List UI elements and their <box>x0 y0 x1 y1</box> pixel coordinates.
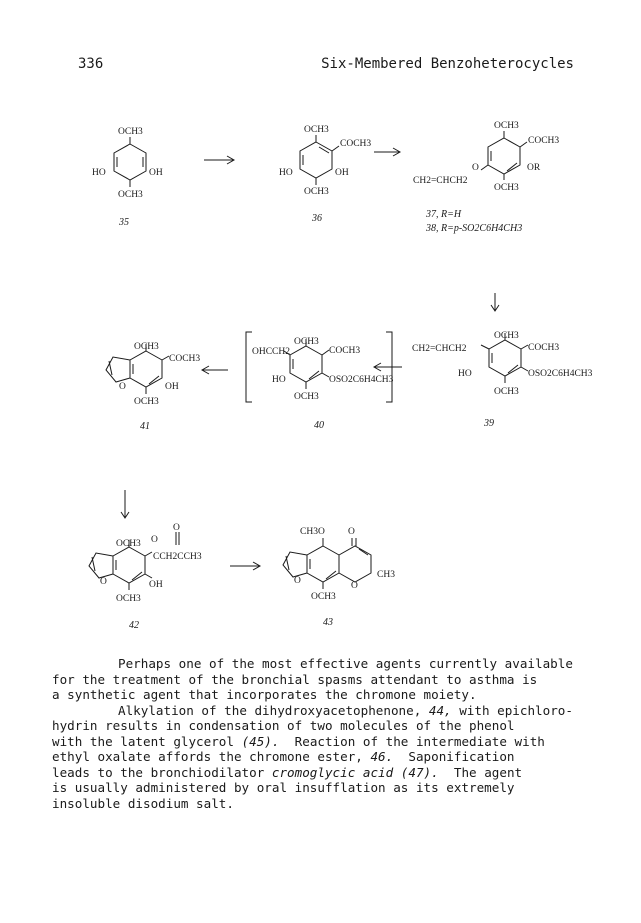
paragraph-2-text-c: Reaction of the intermediate with ethyl oxalate affords the chromone ester, <box>52 733 545 764</box>
c36-right-sub: OH <box>335 168 349 178</box>
c40-top-sub: OCH3 <box>294 337 319 347</box>
compound-40 <box>252 337 394 431</box>
c37-or-sub: OR <box>527 163 541 173</box>
c43-bottom-sub: OCH3 <box>311 592 336 602</box>
paragraph-2 <box>52 703 592 812</box>
c43-ring-o-sub: O <box>351 581 358 591</box>
compound-36 <box>279 125 371 224</box>
compound-39-number: 39 <box>484 418 494 429</box>
c35-top-sub: OCH3 <box>118 127 143 137</box>
c42-o2-sub: O <box>173 523 180 533</box>
compound-42-number: 42 <box>129 620 139 631</box>
compound-36-ring <box>300 135 339 185</box>
paragraph-2-text-e: The agent is usually administered by oral insufflation as its extremely insoluble disodium salt. <box>52 764 523 811</box>
c40-ho-sub: HO <box>272 375 286 385</box>
c42-oh-sub: OH <box>149 580 163 590</box>
c43-o-top-sub: O <box>348 527 355 537</box>
compound-43-number: 43 <box>323 617 333 628</box>
compound-ref-45: (45). <box>241 733 280 749</box>
body-text <box>52 656 592 811</box>
compound-35-number: 35 <box>119 217 129 228</box>
c41-bottom-sub: OCH3 <box>134 397 159 407</box>
paragraph-1 <box>52 656 592 703</box>
compound-38-number: 38, R=p-SO2C6H4CH3 <box>426 223 523 234</box>
c39-acyl-sub: COCH3 <box>528 343 560 353</box>
c43-top-sub: CH3O <box>300 527 325 537</box>
compound-40-number: 40 <box>314 420 324 431</box>
c41-acyl-sub: COCH3 <box>169 354 201 364</box>
c40-ald-sub: OHCCH2 <box>252 347 291 357</box>
compound-35-ring <box>114 137 146 187</box>
c36-bottom-sub: OCH3 <box>304 187 329 197</box>
running-title: Six-Membered Benzoheterocycles <box>321 56 574 72</box>
c42-chain-sub: CCH2CCH3 <box>153 552 202 562</box>
c41-o-sub: O <box>119 382 126 392</box>
compound-41-number: 41 <box>140 421 150 432</box>
c42-o-sub: O <box>100 577 107 587</box>
page-number: 336 <box>78 56 104 72</box>
compound-43 <box>294 527 395 628</box>
c43-ch3-sub: CH3 <box>377 570 395 580</box>
paragraph-2-text-d: Saponification leads to the bronchiodilator <box>52 749 515 780</box>
compound-37-number: 37, R=H <box>426 209 462 220</box>
compound-37-ring <box>481 131 527 180</box>
c35-left-sub: HO <box>92 168 106 178</box>
c37-acyl-sub: COCH3 <box>528 136 560 146</box>
c41-top-sub: OCH3 <box>134 342 159 352</box>
c39-ho-sub: HO <box>458 369 472 379</box>
c37-top-sub: OCH3 <box>494 121 519 131</box>
c40-ots-sub: OSO2C6H4CH3 <box>329 375 394 385</box>
c40-bottom-sub: OCH3 <box>294 392 319 402</box>
arrow-37-39 <box>491 293 499 311</box>
c39-ots-sub: OSO2C6H4CH3 <box>528 369 593 379</box>
compound-ref-46: 46. <box>370 749 394 764</box>
compound-40-ring <box>246 332 392 402</box>
arrow-36-37 <box>374 148 400 156</box>
c36-left-sub: HO <box>279 168 293 178</box>
c35-bottom-sub: OCH3 <box>118 190 143 200</box>
compound-37 <box>413 121 559 234</box>
arrow-42-43 <box>230 562 260 570</box>
arrow-40-41 <box>202 366 228 374</box>
c36-top-sub: OCH3 <box>304 125 329 135</box>
paragraph-1-text: Perhaps one of the most effective agents currently available for the treatment of the bronchial spasms attendant to asthma is a synthetic agent that incorporates the chromone moiety. <box>52 656 573 702</box>
paragraph-2-text-b: with epichloro- hydrin results in condensation of two molecules of the phenol with the latent glycerol <box>52 702 573 749</box>
arrow-39-40 <box>374 363 402 371</box>
compound-41 <box>119 342 200 432</box>
compound-35 <box>92 127 163 228</box>
c39-allyl-sub: CH2=CHCH2 <box>412 344 467 354</box>
c41-oh-sub: OH <box>165 382 179 392</box>
c35-right-sub: OH <box>149 168 163 178</box>
c36-acyl-sub: COCH3 <box>340 139 372 149</box>
paragraph-2-text-a: Alkylation of the dihydroxyacetophenone, <box>118 702 429 718</box>
c40-acyl-sub: COCH3 <box>329 346 361 356</box>
compound-ref-47: cromoglycic acid (47). <box>271 764 439 780</box>
c42-o-top-sub: O <box>151 535 158 545</box>
c39-top-sub: OCH3 <box>494 331 519 341</box>
c37-bottom-sub: OCH3 <box>494 183 519 193</box>
compound-36-number: 36 <box>312 213 322 224</box>
c39-bottom-sub: OCH3 <box>494 387 519 397</box>
c37-allyl-sub: CH2=CHCH2 <box>413 176 468 186</box>
compound-ref-44: 44, <box>428 702 452 718</box>
compound-39 <box>412 331 593 429</box>
arrow-41-42 <box>121 490 129 518</box>
c42-top-sub: OCH3 <box>116 539 141 549</box>
arrow-35-36 <box>204 156 234 164</box>
c42-bottom-sub: OCH3 <box>116 594 141 604</box>
c37-o-sub: O <box>472 163 479 173</box>
c43-o-sub: O <box>294 576 301 586</box>
